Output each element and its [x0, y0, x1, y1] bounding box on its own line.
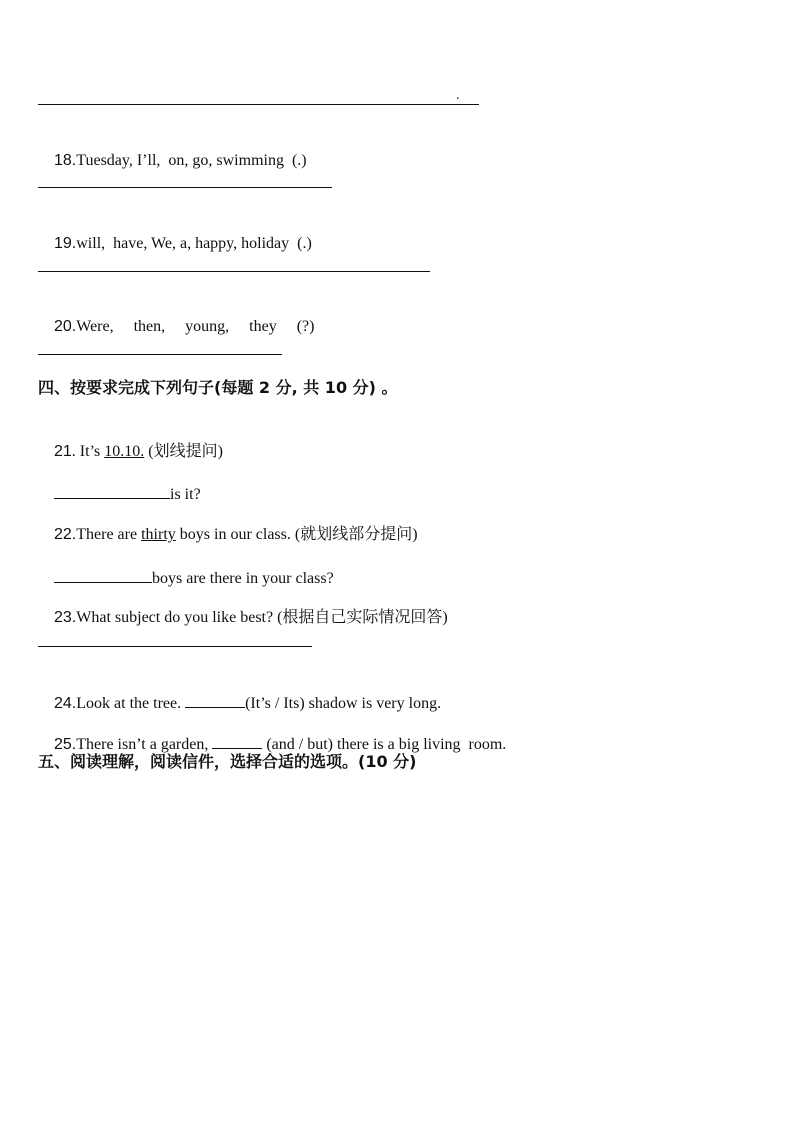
question-19: [38, 211, 312, 277]
question-24-suffix: (It’s / Its) shadow is very long.: [245, 695, 442, 712]
question-19-text: will, have, We, a, happy, holiday (.): [76, 235, 312, 252]
answer-22-blank[interactable]: [54, 566, 152, 583]
question-22-underlined: thirty: [141, 526, 176, 543]
answer-line-19[interactable]: [38, 271, 430, 272]
answer-22-suffix: boys are there in your class?: [152, 570, 334, 587]
answer-line-17-dot: .: [456, 88, 460, 103]
question-20: [38, 294, 314, 360]
question-22-suffix: boys in our class. (就划线部分提问): [175, 526, 418, 543]
question-25-number: 25.: [54, 736, 77, 753]
question-23-number: 23.: [54, 609, 77, 626]
section-4-heading: 四、按要求完成下列句子(每题 2 分, 共 10 分) 。: [38, 378, 398, 397]
question-23-text: What subject do you like best? (根据自己实际情况回答): [76, 609, 448, 626]
question-18-number: 18.: [54, 152, 77, 169]
question-22-number: 22.: [54, 526, 77, 543]
answer-25-blank[interactable]: [212, 732, 262, 749]
question-21-suffix: (划线提问): [144, 443, 223, 460]
question-21-underlined: 10.10.: [104, 443, 145, 460]
answer-line-23[interactable]: [38, 646, 312, 647]
answer-line-18[interactable]: [38, 187, 332, 188]
question-18-text: Tuesday, I’ll, on, go, swimming (.): [76, 152, 307, 169]
answer-line-17[interactable]: [38, 104, 479, 105]
section-5-heading: 五、阅读理解，阅读信件，选择合适的选项。(10 分): [38, 752, 417, 771]
question-24-number: 24.: [54, 695, 77, 712]
question-22-prefix: There are: [76, 526, 142, 543]
question-20-text: Were, then, young, they (?): [76, 318, 315, 335]
question-23: [38, 585, 448, 651]
question-20-number: 20.: [54, 318, 77, 335]
question-21-prefix: . It’s: [71, 443, 105, 460]
answer-21-suffix: is it?: [170, 486, 201, 503]
question-25-prefix: There isn’t a garden,: [76, 736, 213, 753]
question-24-prefix: Look at the tree.: [76, 695, 186, 712]
question-19-number: 19.: [54, 235, 77, 252]
question-18: [38, 128, 307, 194]
question-25-suffix: (and / but) there is a big living room.: [262, 736, 507, 753]
answer-21-blank[interactable]: [54, 482, 170, 499]
answer-line-20[interactable]: [38, 354, 282, 355]
answer-24-blank[interactable]: [185, 691, 245, 708]
question-21-number: 21: [54, 443, 72, 460]
